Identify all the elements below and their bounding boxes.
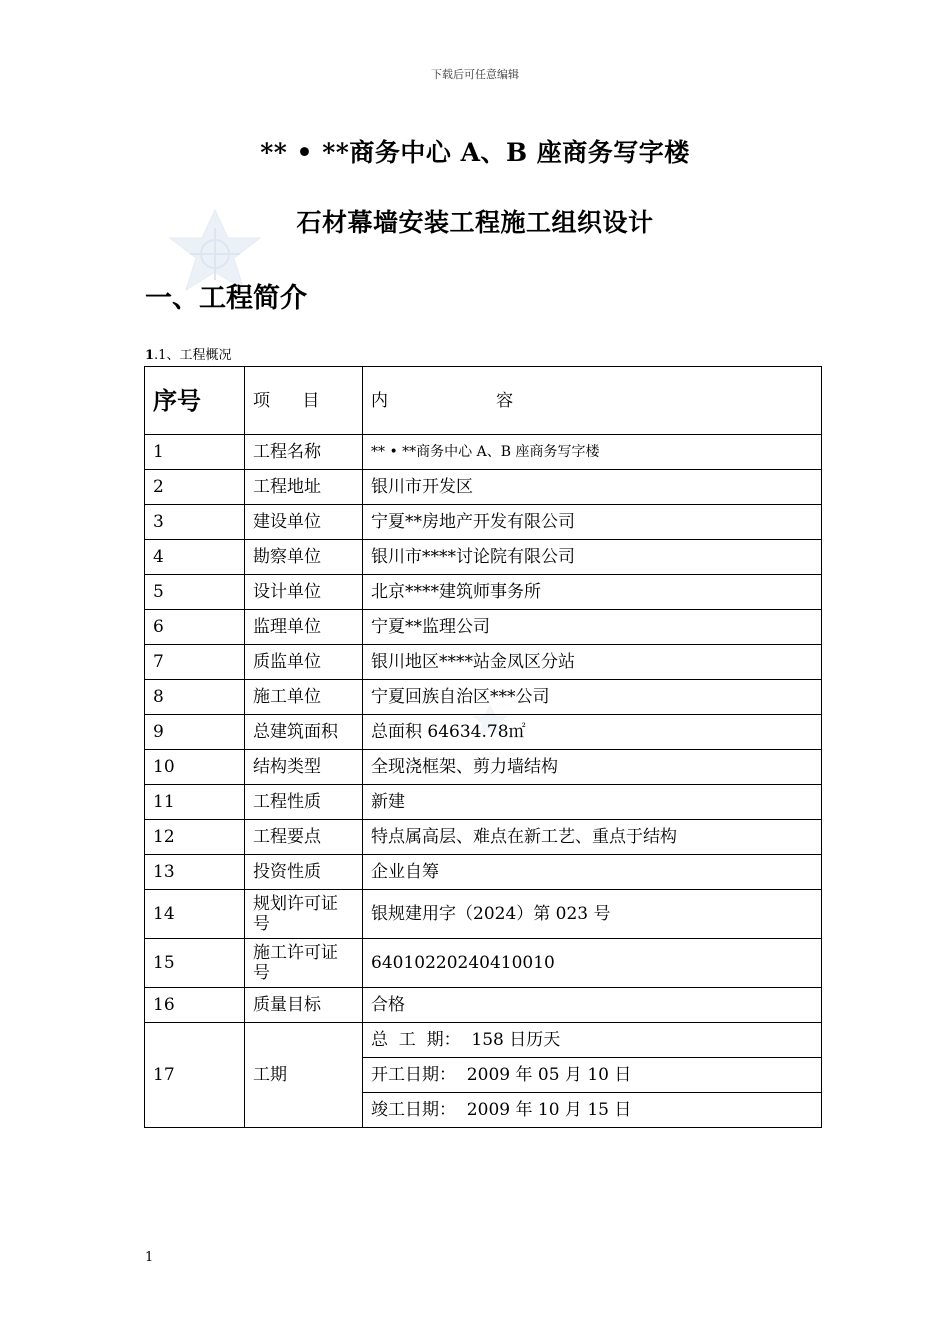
row-seq: 3 (145, 505, 245, 540)
table-row (145, 785, 822, 820)
row-seq: 13 (145, 855, 245, 890)
row-content: 新建 (363, 785, 822, 820)
row-item: 质监单位 (245, 645, 363, 680)
row-item: 建设单位 (245, 505, 363, 540)
row-seq: 11 (145, 785, 245, 820)
row-content: 特点属高层、难点在新工艺、重点于结构 (363, 820, 822, 855)
table-header-row (145, 367, 822, 435)
row-seq: 5 (145, 575, 245, 610)
row-item: 设计单位 (245, 575, 363, 610)
row-item: 质量目标 (245, 988, 363, 1023)
row-content: 宁夏**监理公司 (363, 610, 822, 645)
row-seq: 12 (145, 820, 245, 855)
row-seq: 10 (145, 750, 245, 785)
row-seq: 2 (145, 470, 245, 505)
row-item: 勘察单位 (245, 540, 363, 575)
table-row (145, 610, 822, 645)
header-seq: 序号 (145, 367, 245, 435)
section-heading: 一、工程简介 (145, 283, 307, 314)
row-item: 施工许可证号 (245, 939, 363, 988)
table-row (145, 988, 822, 1023)
table-row (145, 750, 822, 785)
table-row (145, 680, 822, 715)
table-row (145, 470, 822, 505)
row-item: 施工单位 (245, 680, 363, 715)
row-item: 结构类型 (245, 750, 363, 785)
row-content: 银川地区****站金凤区分站 (363, 645, 822, 680)
subsection-text: .1、工程概况 (154, 348, 232, 363)
table-row (145, 890, 822, 939)
row-item: 工程要点 (245, 820, 363, 855)
table-row (145, 855, 822, 890)
schedule-seq: 17 (145, 1023, 245, 1128)
table-row (145, 645, 822, 680)
row-content: ** • **商务中心 A、B 座商务写字楼 (363, 435, 822, 470)
row-seq: 8 (145, 680, 245, 715)
table-row (145, 575, 822, 610)
row-content: 全现浇框架、剪力墙结构 (363, 750, 822, 785)
header-content: 内 容 (363, 367, 822, 435)
row-item: 工程名称 (245, 435, 363, 470)
table-row (145, 435, 822, 470)
subsection-title (145, 344, 231, 363)
table-row (145, 540, 822, 575)
row-content: 银规建用字（2024）第 023 号 (363, 890, 822, 939)
header-item: 项 目 (245, 367, 363, 435)
row-seq: 9 (145, 715, 245, 750)
document-title-line2: 石材幕墙安装工程施工组织设计 (296, 208, 654, 237)
project-overview-table (144, 366, 822, 1128)
row-content: 总面积 64634.78㎡ (363, 715, 822, 750)
row-content: 北京****建筑师事务所 (363, 575, 822, 610)
row-seq: 16 (145, 988, 245, 1023)
table-row (145, 939, 822, 988)
row-content: 宁夏**房地产开发有限公司 (363, 505, 822, 540)
row-item: 工程性质 (245, 785, 363, 820)
row-seq: 1 (145, 435, 245, 470)
schedule-start-date: 开工日期： 2009 年 05 月 10 日 (363, 1058, 822, 1093)
schedule-item: 工期 (245, 1023, 363, 1128)
row-content: 银川市开发区 (363, 470, 822, 505)
header-note: 下载后可任意编辑 (431, 68, 519, 81)
row-seq: 6 (145, 610, 245, 645)
table-row-schedule (145, 1023, 822, 1058)
row-content: 合格 (363, 988, 822, 1023)
row-item: 规划许可证号 (245, 890, 363, 939)
row-item: 总建筑面积 (245, 715, 363, 750)
row-item: 投资性质 (245, 855, 363, 890)
row-item: 工程地址 (245, 470, 363, 505)
subsection-number: 1 (145, 348, 155, 363)
row-content: 64010220240410010 (363, 939, 822, 988)
schedule-completion-date: 竣工日期： 2009 年 10 月 15 日 (363, 1093, 822, 1128)
row-content: 银川市****讨论院有限公司 (363, 540, 822, 575)
schedule-total-duration: 总 工 期： 158 日历天 (363, 1023, 822, 1058)
row-item: 监理单位 (245, 610, 363, 645)
table-row (145, 505, 822, 540)
row-seq: 4 (145, 540, 245, 575)
table-row (145, 715, 822, 750)
row-seq: 15 (145, 939, 245, 988)
row-content: 宁夏回族自治区***公司 (363, 680, 822, 715)
row-seq: 7 (145, 645, 245, 680)
page-number: 1 (145, 1250, 154, 1265)
row-content: 企业自筹 (363, 855, 822, 890)
table-row (145, 820, 822, 855)
document-title-line1: ** • **商务中心 A、B 座商务写字楼 (260, 138, 690, 167)
row-seq: 14 (145, 890, 245, 939)
